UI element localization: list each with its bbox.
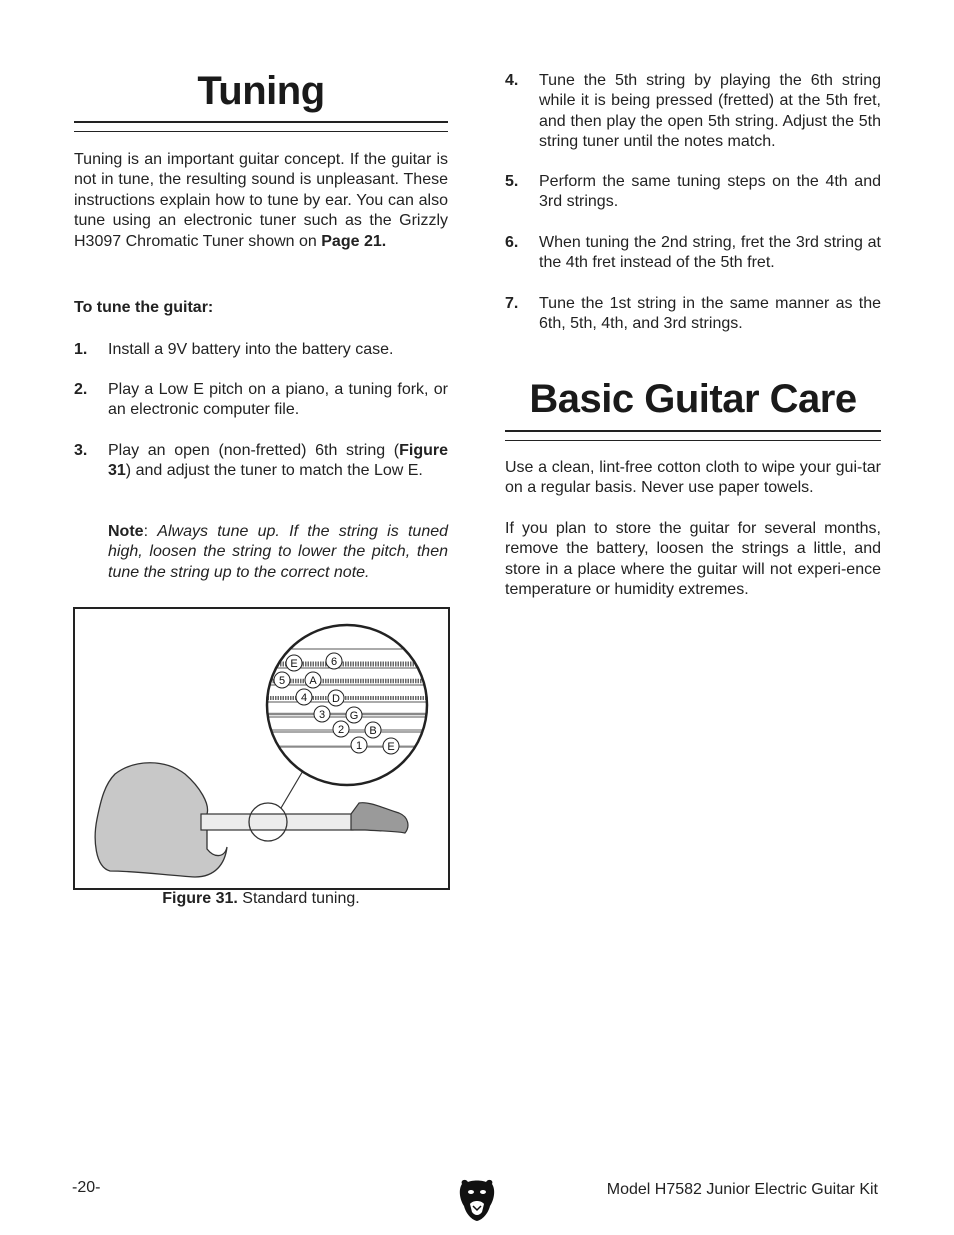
string-note: D xyxy=(332,693,340,705)
string-note: E xyxy=(290,658,298,670)
string-note: A xyxy=(309,675,317,687)
string-note: E xyxy=(387,741,395,753)
string-note: G xyxy=(349,710,359,722)
guitar-illustration xyxy=(75,609,448,888)
step-3 xyxy=(74,441,448,505)
string-number: 3 xyxy=(318,709,326,721)
step-7 xyxy=(505,294,881,338)
section-title-tuning: Tuning xyxy=(197,69,325,113)
tuning-intro-paragraph xyxy=(74,150,448,252)
tuning-note: Note: Always tune up. If the string is tuned high, loosen the string to lower the pitch, then tune the string up to the correct note. xyxy=(108,523,449,581)
step-1 xyxy=(74,340,448,364)
step-number: 5. xyxy=(505,173,519,190)
step-text: Tune the 5th string by playing the 6th string while it is being pressed (fretted) at the 5th fret, and then play the open 5th string. Adjust the 5th string tuner until the notes match. xyxy=(539,72,881,151)
string-number: 6 xyxy=(330,656,338,668)
string-number: 5 xyxy=(278,675,286,687)
intro-text: Tuning is an important guitar concept. If the guitar is not in tune, the resulting sound is unpleasant. These instructions explain how to tune by ear. You can also tune using an electronic tuner such as the Grizzly H3097 Chromatic Tuner shown on xyxy=(74,151,448,250)
section-title-care: Basic Guitar Care xyxy=(529,377,857,421)
step-number: 7. xyxy=(505,295,519,312)
figure-caption xyxy=(74,890,448,908)
step-text: Install a 9V battery into the battery case. xyxy=(108,341,394,358)
step-text: Tune the 1st string in the same manner as the 6th, 5th, 4th, and 3rd strings. xyxy=(539,295,881,333)
figure-31 xyxy=(73,607,450,890)
step-text: Play a Low E pitch on a piano, a tuning fork, or an electronic computer file. xyxy=(108,381,448,419)
step-2 xyxy=(74,380,448,424)
step-number: 3. xyxy=(74,442,88,459)
page-number: -20- xyxy=(72,1179,101,1196)
figure-ref: Figure 31 xyxy=(108,442,448,480)
guitar-headstock xyxy=(351,803,408,833)
string-number: 1 xyxy=(355,740,363,752)
step-4 xyxy=(505,71,881,155)
caption-label: Figure 31. xyxy=(162,890,238,907)
step-text: Play an open (non-fretted) 6th string (Figure 31) and adjust the tuner to match the Low E. xyxy=(108,442,448,480)
string-number: 2 xyxy=(337,724,345,736)
step-text: Perform the same tuning steps on the 4th and 3rd strings. xyxy=(539,173,881,211)
note-label: Note xyxy=(108,523,144,540)
care-paragraph-1: Use a clean, lint-free cotton cloth to wipe your gui-tar on a regular basis. Never use paper towels. xyxy=(505,459,881,497)
step-number: 4. xyxy=(505,72,519,89)
care-rule-bottom xyxy=(505,440,881,441)
bear-logo-icon xyxy=(458,1178,496,1227)
intro-page-ref: Page 21. xyxy=(321,232,387,250)
step-number: 2. xyxy=(74,381,88,398)
tune-subhead: To tune the guitar: xyxy=(74,299,214,316)
care-paragraph-2: If you plan to store the guitar for several months, remove the battery, loosen the strings a little, and store in a place where the guitar will not experi-ence temperature or humidity extremes. xyxy=(505,520,881,599)
step-5 xyxy=(505,172,881,216)
title-rule-top xyxy=(74,121,448,123)
step-6 xyxy=(505,233,881,277)
title-rule-bottom xyxy=(74,131,448,132)
care-rule-top xyxy=(505,430,881,432)
string-note: B xyxy=(369,725,377,737)
caption-text: Standard tuning. xyxy=(237,890,360,907)
step-number: 1. xyxy=(74,341,88,358)
guitar-neck xyxy=(201,814,353,830)
step-text: When tuning the 2nd string, fret the 3rd string at the 4th fret instead of the 5th fret. xyxy=(539,234,881,272)
note-text: Always tune up. If the string is tuned high, loosen the string to lower the pitch, then tune the string up to the correct note. xyxy=(108,523,449,581)
model-name: Model H7582 Junior Electric Guitar Kit xyxy=(606,1181,878,1198)
step-number: 6. xyxy=(505,234,519,251)
string-number: 4 xyxy=(300,692,308,704)
